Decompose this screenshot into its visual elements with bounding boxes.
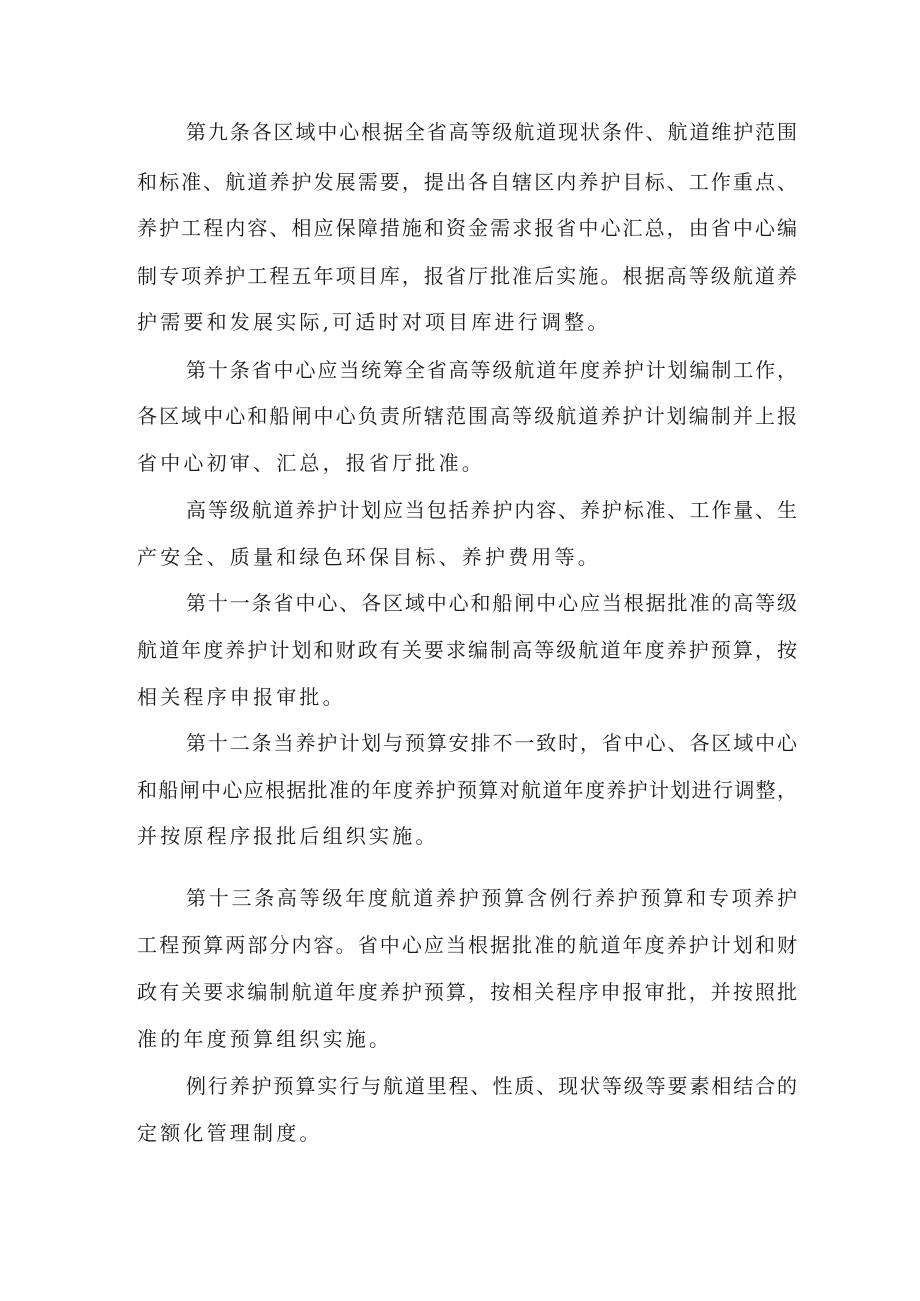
text-line: 定额化管理制度。 [137,1121,323,1145]
text-line: 并按原程序报批后组织实施。 [137,824,439,848]
text-line: 养护工程内容、相应保障措施和资金需求报省中心汇总，由省中心编 [137,216,797,240]
text-line: 各区域中心和船闸中心负责所辖范围高等级航道养护计划编制并上报 [137,404,797,428]
text-line: 工程预算两部分内容。省中心应当根据批准的航道年度养护计划和财 [137,933,797,957]
text-line: 制专项养护工程五年项目库，报省厅批准后实施。根据高等级航道养 [137,264,797,288]
text-line: 相关程序申报审批。 [137,685,346,709]
text-line: 航道年度养护计划和财政有关要求编制高等级航道年度养护预算，按 [137,638,797,662]
text-line: 第九条各区域中心根据全省高等级航道现状条件、航道维护范围 [186,120,797,144]
text-line: 和标准、航道养护发展需要，提出各自辖区内养护目标、工作重点、 [137,170,797,194]
text-line: 第十三条高等级年度航道养护预算含例行养护预算和专项养护 [186,886,797,910]
text-line: 高等级航道养护计划应当包括养护内容、养护标准、工作量、生 [186,498,797,522]
text-line: 护需要和发展实际,可适时对项目库进行调整。 [137,310,611,334]
text-line: 政有关要求编制航道年度养护预算，按相关程序申报审批，并按照批 [137,980,797,1004]
text-line: 产安全、质量和绿色环保目标、养护费用等。 [137,545,601,569]
text-line: 第十一条省中心、各区域中心和船闸中心应当根据批准的高等级 [186,591,797,615]
text-line: 和船闸中心应根据批准的年度养护预算对航道年度养护计划进行调整， [137,778,797,802]
text-line: 例行养护预算实行与航道里程、性质、现状等级等要素相结合的 [186,1074,797,1098]
text-line: 第十二条当养护计划与预算安排不一致时，省中心、各区域中心 [186,731,797,755]
text-line: 省中心初审、汇总，报省厅批准。 [137,451,485,475]
text-line: 第十条省中心应当统筹全省高等级航道年度养护计划编制工作， [186,358,797,382]
text-line: 准的年度预算组织实施。 [137,1027,393,1051]
